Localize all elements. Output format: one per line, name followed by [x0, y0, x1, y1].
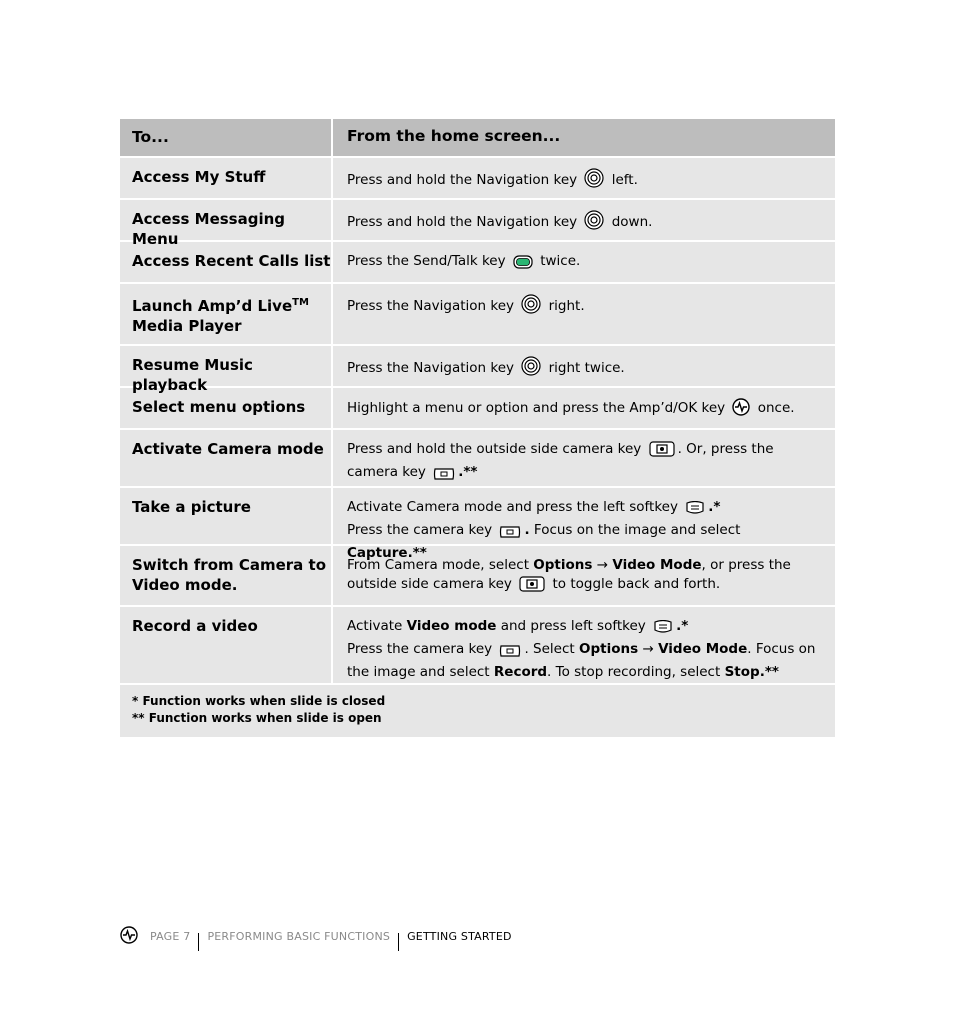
page-number: PAGE 7: [150, 930, 191, 943]
camera-key-icon: [433, 467, 455, 486]
footer-divider: [198, 933, 199, 951]
row-action: Select menu options: [120, 388, 333, 428]
row-instruction: Press the Send/Talk key twice.: [333, 242, 835, 282]
table-footnotes: [120, 685, 835, 737]
functions-table: [120, 119, 835, 737]
row-action: Record a video: [120, 607, 333, 683]
table-row: [120, 200, 835, 248]
row-action: Launch Amp’d Live™ Media Player: [120, 284, 333, 344]
amp-ok-key-icon: [732, 398, 750, 422]
row-action: Access Messaging Menu: [120, 200, 333, 240]
header-col-from: From the home screen...: [347, 127, 561, 145]
row-action: Access Recent Calls list: [120, 242, 333, 282]
row-instruction: Press and hold the outside side camera key . Or, press the camera key .**: [333, 430, 835, 486]
side-camera-key-icon: [519, 576, 545, 598]
table-row: [120, 284, 835, 346]
section-title: PERFORMING BASIC FUNCTIONS: [207, 930, 391, 943]
table-row: [120, 158, 835, 200]
row-instruction: Highlight a menu or option and press the Amp’d/OK key once.: [333, 388, 835, 428]
row-instruction: Activate Camera mode and press the left softkey .* Press the camera key . Focus on the image and select Capture.**: [347, 499, 741, 561]
send-talk-key-icon: [513, 255, 533, 275]
footnote-open: ** Function works when slide is open: [132, 711, 382, 725]
row-instruction: From Camera mode, select Options → Video Mode, or press the outside side camera key to toggle back and forth.: [333, 546, 835, 605]
table-header: [120, 119, 835, 158]
row-instruction: Press and hold the Navigation key down.: [333, 200, 835, 240]
page-footer: [120, 926, 512, 947]
row-action: Activate Camera mode: [120, 430, 333, 486]
footer-divider: [398, 933, 399, 951]
row-action: Access My Stuff: [120, 158, 333, 198]
table-row: [120, 488, 835, 561]
camera-key-icon: [499, 644, 521, 663]
table-row: [120, 430, 835, 488]
row-action: Switch from Camera to Video mode.: [120, 546, 333, 605]
table-row: [120, 546, 835, 607]
chapter-title: GETTING STARTED: [407, 930, 512, 943]
row-instruction: Press the Navigation key right twice.: [333, 346, 835, 386]
navigation-key-icon: [521, 356, 541, 382]
footnote-closed: * Function works when slide is closed: [132, 694, 386, 708]
table-row: [120, 607, 835, 685]
row-action: Resume Music playback: [120, 346, 333, 386]
navigation-key-icon: [584, 210, 604, 236]
camera-key-icon: [499, 525, 521, 544]
row-instruction: Press and hold the Navigation key left.: [333, 158, 835, 198]
row-action: Take a picture: [120, 488, 333, 544]
row-instruction: Activate Video mode and press left softkey .* Press the camera key . Select Options → Video Mode. Focus on the image and select Record. To stop recording, select Stop.**: [347, 618, 816, 680]
table-row: [120, 242, 835, 284]
table-row: [120, 388, 835, 430]
left-softkey-icon: [653, 620, 673, 640]
header-col-to: To...: [120, 119, 333, 156]
side-camera-key-icon: [649, 441, 675, 463]
table-row: [120, 346, 835, 394]
row-instruction: Press the Navigation key right.: [333, 284, 835, 344]
navigation-key-icon: [521, 294, 541, 320]
navigation-key-icon: [584, 168, 604, 194]
left-softkey-icon: [685, 501, 705, 521]
logo-icon: [120, 926, 138, 947]
